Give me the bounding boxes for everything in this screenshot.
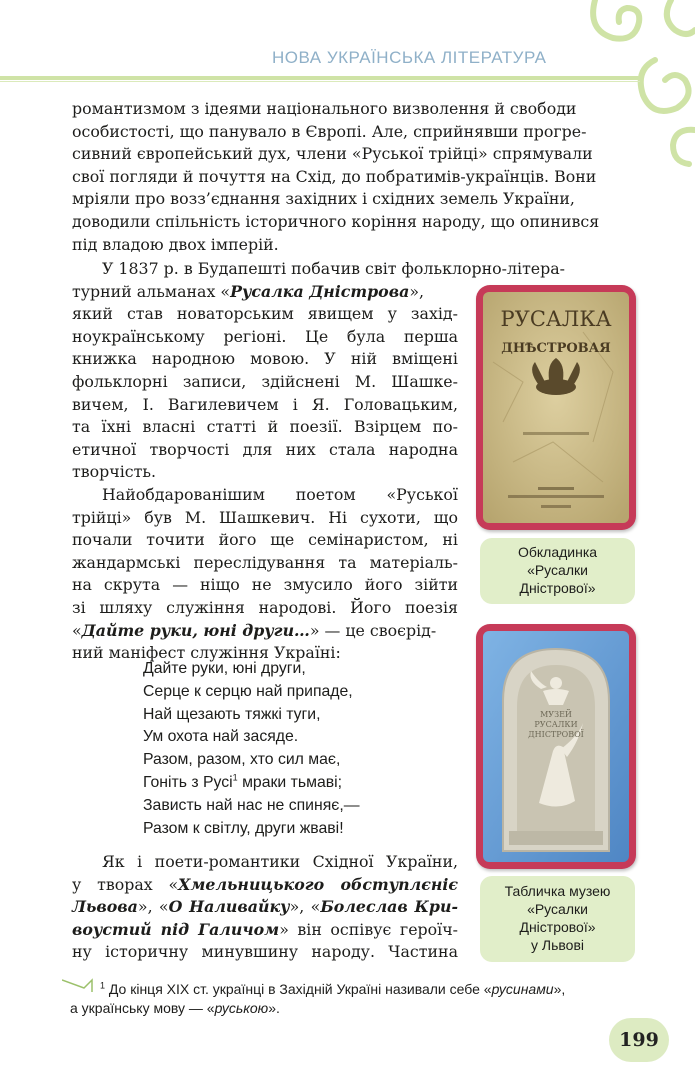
text-line: вичем, І. Вагилевичем і Я. Головацьким, [72, 394, 458, 414]
footnote [70, 980, 650, 1018]
work-title: воустий під Галичом [72, 919, 280, 939]
page-number: 199 [609, 1018, 669, 1062]
text-line: воустий під Галичом» він оспівує героїч- [72, 919, 458, 939]
poem-excerpt [143, 658, 443, 840]
caption-line: «Русалки [527, 562, 588, 578]
footnote-line: $^1$ До кінця XIX ст. українці в Західній Україні називали себе «русинами», [100, 980, 566, 997]
text-line: книжка народною мовою. У ній вміщені [72, 349, 458, 369]
text-line: особистості, що панувало в Європі. Але, сприйнявши прогре- [72, 121, 587, 141]
book-cover-image [483, 292, 629, 523]
caption-line: Дністрової» [519, 580, 596, 596]
text-line: у творах «Хмельницького обступлєніє [72, 874, 458, 894]
poem-line: Зависть най нас не спиняє,— [143, 796, 360, 814]
text-line: доводили спільність історичного коріння народу, що опинився [72, 212, 600, 231]
text-line: під владою двох імперій. [72, 234, 279, 254]
book-title-line-1: РУСАЛКА [500, 307, 612, 331]
text-line: творчість. [72, 462, 156, 482]
poem-line: Разом, разом, хто сил має, [143, 751, 341, 769]
work-title: Львова [72, 897, 138, 917]
text-line: жандармські переслідування та матеріаль- [72, 552, 458, 572]
museum-plaque-figure [476, 624, 636, 869]
text-line: сивний європейський дух, члени «Руської трійці» спрямували [72, 144, 593, 164]
work-title: О Наливайку [168, 897, 290, 917]
plaque-inscription: МУЗЕЙ [540, 710, 572, 719]
header-divider [0, 76, 640, 80]
text-line: ний маніфест служіння Україні: [72, 643, 341, 663]
header-divider-thin [0, 81, 640, 82]
text-line: фольклорні записи, здійснені М. Шашке- [72, 372, 458, 391]
poem-line: Най щезають тяжкі туги, [143, 705, 321, 723]
work-title: Болеслав Кри- [320, 897, 459, 917]
text-line: «Дайте руки, юні други…» — це своєрід- [72, 620, 437, 640]
text-line: та їхні власні статті й поезії. Взірцем по- [72, 417, 458, 437]
caption-line: «Русалки [527, 901, 588, 917]
running-header: НОВА УКРАЇНСЬКА ЛІТЕРАТУРА [272, 48, 547, 67]
book-cover-figure [476, 285, 636, 530]
almanac-title: Русалка Дністрова [230, 281, 410, 301]
text-line: свої погляди й почуття на Схід, до побратимів-українців. Вони [72, 166, 597, 186]
poem-title: Дайте руки, юні други… [81, 620, 310, 640]
plaque-inscription: РУСАЛКИ [534, 720, 578, 729]
museum-plaque-image [483, 631, 629, 862]
text-line: ноукраїнському регіоні. Це була перша [72, 326, 458, 346]
caption-line: Дністрової» [519, 919, 596, 935]
footnote-line: а українську мову — «руською». [70, 1000, 280, 1016]
text-line: У 1837 р. в Будапешті побачив світ фольклорно-літера- [102, 259, 566, 278]
poem-line: Ум охота най засяде. [143, 728, 299, 746]
footnote-marker: 1 [232, 772, 238, 783]
text-line: мріяли про возз’єднання західних і східних земель України, [72, 189, 575, 209]
poem-line: Серце к серцю най припаде, [143, 682, 353, 700]
text-line: на скрута — ніщо не змусило його зійти [72, 575, 458, 595]
figure-1-caption [480, 538, 635, 604]
text-line: почали точити його ще семінаристом, ні [72, 530, 458, 550]
caption-line: у Львові [531, 937, 584, 953]
poem-line: Разом к світлу, други жваві! [143, 819, 344, 837]
text-line: Львова», «О Наливайку», «Болеслав Кри- [72, 897, 459, 917]
text-line: зі шляху служіння народові. Його поезія [72, 598, 458, 617]
text-line: романтизмом з ідеями національного визволення й свободи [72, 99, 577, 118]
caption-line: Обкладинка [517, 544, 598, 560]
poem-line: Гоніть з Русі$^1$ мраки тьмаві; [143, 772, 343, 791]
text-line: ну історичну минувшину народу. Частина [72, 942, 458, 962]
figure-2-caption [480, 876, 635, 962]
work-title: Хмельницького обступлєніє [178, 874, 458, 894]
text-line: Найобдарованішим поетом «Руської [102, 485, 458, 504]
text-line: турний альманах «Русалка Дністрова», [72, 281, 425, 301]
text-line: Як і поети-романтики Східної України, [102, 852, 458, 871]
caption-line: Табличка музею [504, 883, 611, 899]
text-line: етичної творчості для них стала народна [72, 439, 458, 459]
text-line: трійці» був М. Шашкевич. Ні сухоти, що [72, 507, 458, 527]
plaque-inscription: ДНІСТРОВОЇ [528, 730, 584, 739]
book-title-line-2: ДНѢСТРОВАЯ [501, 341, 611, 356]
footnote-number: 1 [100, 980, 106, 991]
text-line: який став новаторським явищем у захід- [72, 304, 458, 324]
poem-line: Дайте руки, юні други, [143, 660, 306, 677]
